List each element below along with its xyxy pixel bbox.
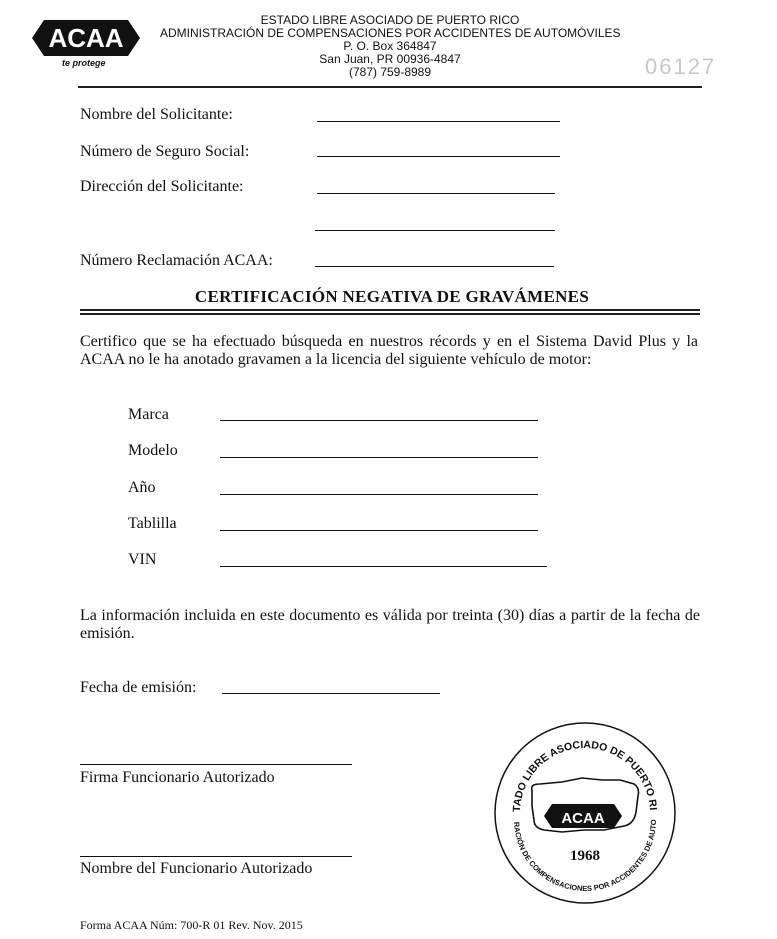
- official-seal: [492, 720, 678, 906]
- header-line: ESTADO LIBRE ASOCIADO DE PUERTO RICO: [260, 13, 520, 27]
- applicant-name-field[interactable]: [317, 121, 560, 122]
- vehicle-make-label: Marca: [128, 406, 169, 423]
- applicant-address-label: Dirección del Solicitante:: [80, 178, 244, 195]
- form-number-footer: Forma ACAA Núm: 700-R 01 Rev. Nov. 2015: [80, 918, 303, 932]
- issue-date-label: Fecha de emisión:: [80, 679, 197, 696]
- vehicle-plate-label: Tablilla: [128, 515, 177, 532]
- agency-header: [160, 14, 620, 79]
- claim-number-field[interactable]: [315, 266, 554, 267]
- seal-center-text: ACAA: [561, 810, 605, 827]
- header-line: San Juan, PR 00936-4847: [319, 52, 461, 66]
- seal-top-text: TADO LIBRE ASOCIADO DE PUERTO RI: [510, 738, 659, 813]
- seal-year: 1968: [570, 848, 600, 864]
- seal-bottom-text: RACIÓN DE COMPENSACIONES POR ACCIDENTES DE AUTO: [511, 819, 659, 893]
- vehicle-vin-field[interactable]: [220, 566, 547, 567]
- logo-text: ACAA: [48, 23, 124, 53]
- issue-date-field[interactable]: [222, 693, 440, 694]
- vehicle-vin-label: VIN: [128, 551, 157, 568]
- claim-number-label: Número Reclamación ACAA:: [80, 252, 273, 269]
- vehicle-model-field[interactable]: [220, 457, 538, 458]
- title-rule: [80, 309, 700, 311]
- applicant-address-field-2[interactable]: [315, 230, 555, 231]
- applicant-address-field-1[interactable]: [317, 193, 555, 194]
- applicant-name-label: Nombre del Solicitante:: [80, 106, 233, 123]
- vehicle-year-label: Año: [128, 479, 156, 496]
- document-number-stamp: 06127: [645, 54, 717, 79]
- svg-text:ESTADO LIBRE ASOCIADO DE PUERT: [492, 720, 659, 812]
- signature-line[interactable]: [80, 764, 352, 765]
- header-line: P. O. Box 364847: [343, 39, 437, 53]
- vehicle-model-label: Modelo: [128, 442, 178, 459]
- vehicle-year-field[interactable]: [220, 494, 538, 495]
- vehicle-make-field[interactable]: [220, 420, 538, 421]
- header-line: ADMINISTRACIÓN DE COMPENSACIONES POR ACCIDENTES DE AUTOMÓVILES: [160, 26, 621, 40]
- document-title: CERTIFICACIÓN NEGATIVA DE GRAVÁMENES: [194, 287, 590, 306]
- header-line: (787) 759-8989: [348, 65, 432, 79]
- ssn-field[interactable]: [317, 156, 560, 157]
- certification-paragraph: Certifico que se ha efectuado búsqueda en nuestros récords y en el Sistema David Plus y la ACAA no le ha anotado gravamen a la licencia del siguiente vehículo de motor:: [80, 333, 698, 368]
- official-name-label: Nombre del Funcionario Autorizado: [80, 860, 313, 877]
- vehicle-plate-field[interactable]: [220, 530, 538, 531]
- acaa-logo: [30, 16, 142, 60]
- logo-tagline: te protege: [62, 58, 106, 68]
- signature-label: Firma Funcionario Autorizado: [80, 769, 275, 786]
- title-rule: [80, 313, 700, 315]
- official-name-line[interactable]: [80, 856, 352, 857]
- ssn-label: Número de Seguro Social:: [80, 143, 250, 160]
- header-rule: [78, 86, 702, 88]
- validity-paragraph: La información incluida en este documento es válida por treinta (30) días a partir de la fecha de emisión.: [80, 607, 700, 642]
